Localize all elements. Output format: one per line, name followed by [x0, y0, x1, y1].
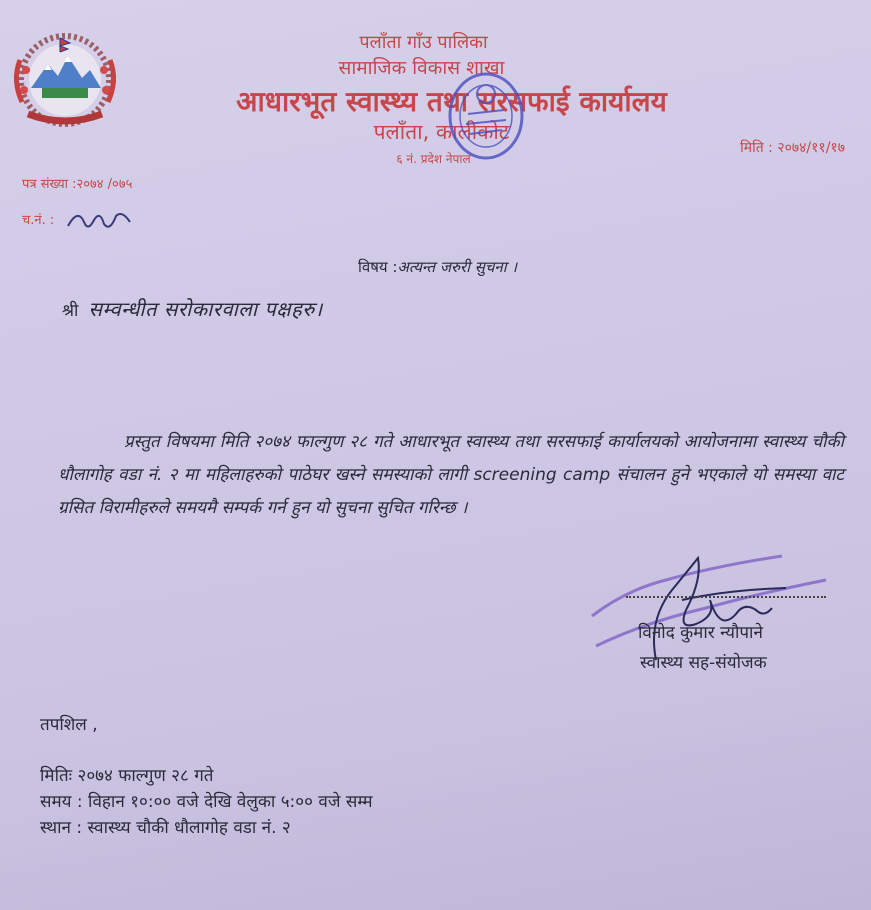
- event-time: समय : विहान १०:०० वजे देखि वेलुका ५:०० वजे सम्म: [40, 792, 373, 812]
- signature-dotted-line: [626, 596, 826, 598]
- signatory-name: विनोद कुमार न्यौपाने: [638, 623, 763, 643]
- details-heading: तपशिल ,: [40, 715, 98, 735]
- municipality-name: पलाँता गाँउ पालिका: [359, 32, 488, 53]
- dispatch-number: च.नं. :: [22, 213, 55, 228]
- event-date: मितिः २०७४ फाल्गुण २८ गते: [40, 766, 214, 786]
- addressee-line: [62, 295, 323, 322]
- addressee-handwritten: सम्वन्धीत सरोकारवाला पक्षहरु।: [88, 297, 323, 321]
- province: ६ नं. प्रदेश नेपाल: [396, 152, 471, 166]
- letter-number: पत्र संख्या :२०७४ /०७५: [22, 177, 133, 192]
- office-location: पलाँता, कालीकोट: [373, 120, 510, 144]
- subject-label: विषय :: [358, 258, 398, 276]
- signature-block: [586, 550, 846, 680]
- office-name: आधारभूत स्वास्थ्य तथा सरसफाई कार्यालय: [236, 85, 667, 118]
- event-place: स्थान : स्वास्थ्य चौकी धौलागोह वडा नं. २: [40, 818, 291, 838]
- letter-date: मिति : २०७४/११/१७: [740, 140, 845, 156]
- signatory-title: स्वास्थ्य सह-संयोजक: [640, 653, 767, 673]
- addressee-prefix: श्री: [62, 301, 79, 321]
- office-seal-stamp: [440, 64, 532, 168]
- section-name: सामाजिक विकास शाखा: [338, 57, 505, 79]
- subject-line: [358, 257, 517, 277]
- subject-text: अत्यन्त जरुरी सुचना ।: [397, 258, 518, 276]
- notice-body: प्रस्तुत विषयमा मिति २०७४ फाल्गुण २८ गते आधारभूत स्वास्थ्य तथा सरसफाई कार्यालयको आयोजनामा स्वास्थ्य चौकी धौलागोह वडा नं. २ मा महिलाहरुको पाठेघर खस्ने समस्याको लागी screening camp संचालन हुने भएकाले यो समस्या वाट ग्रसित विरामीहरुले समयमै सम्पर्क गर्न हुन यो सुचना सुचित गरिन्छ ।: [58, 432, 844, 518]
- dispatch-initials-signature: [64, 202, 134, 238]
